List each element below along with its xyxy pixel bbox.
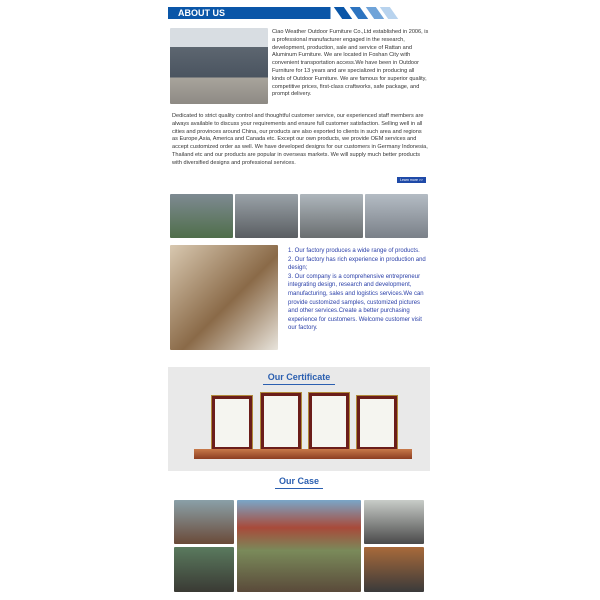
about-us-header xyxy=(168,7,430,19)
feature-item: 3. Our company is a comprehensive entrepreneur integrating design, research and development, manufacturing, sales and logistics services.We can provide customized samples, customized pictures and other services.Create a better purchasing experience for customers. Welcome customer visit our factory. xyxy=(288,273,424,332)
factory-photo-4 xyxy=(365,194,428,238)
lounger-product-photo xyxy=(170,245,278,350)
certificate-frame xyxy=(308,392,350,451)
certificate-section xyxy=(168,367,430,471)
factory-photo-2 xyxy=(235,194,298,238)
case-photo-3 xyxy=(237,500,361,592)
certificate-title: Our Certificate xyxy=(267,372,331,382)
case-photo-4 xyxy=(364,500,424,544)
case-photo-5 xyxy=(364,547,424,592)
feature-item: 2. Our factory has rich experience in production and design; xyxy=(288,256,426,272)
factory-photo xyxy=(170,28,268,104)
feature-item: 1. Our factory produces a wide range of products. xyxy=(288,248,420,254)
about-body: Dedicated to strict quality control and thoughtful customer service, our experienced staff members are always available to discuss your requirements and ensure full customer satisfaction. Selling well in all cities and provinces around China, our products are also exported to clients in such area and regions as Europe,Asia, America and Canada etc. Except our own products, we provide OEM services and accept customized order as well. We have developed designs for our customers in Germany Indonesia, Thailand etc and our products are popular in overseas markets. We will supply much better products with diversified designs and professional services. xyxy=(172,113,428,166)
case-title: Our Case xyxy=(278,476,320,486)
case-photo-2 xyxy=(174,547,234,592)
certificate-frame xyxy=(356,395,398,451)
about-intro: Ciao Weather Outdoor Furniture Co.,Ltd established in 2006, is a professional manufacturer engaged in the research, development, production, sale and service of Rattan and Aluminum Furniture. We are located in Foshan City with convenient transportation access.We have been in Outdoor Furniture for 13 years and are specialized in producing all kinds of Outdoor Furniture. We are famous for superior quality, competitive prices, first-class craftworks, safe package, and prompt delivery. xyxy=(272,29,429,98)
factory-photo-3 xyxy=(300,194,363,238)
features-list xyxy=(288,247,428,333)
factory-photo-1 xyxy=(170,194,233,238)
case-photo-1 xyxy=(174,500,234,544)
certificate-shelf xyxy=(194,449,412,459)
about-us-title: ABOUT US xyxy=(178,8,225,18)
certificate-frame xyxy=(260,392,302,451)
learn-more-button[interactable]: Learn more >> xyxy=(397,177,426,183)
certificate-frame xyxy=(211,395,253,451)
